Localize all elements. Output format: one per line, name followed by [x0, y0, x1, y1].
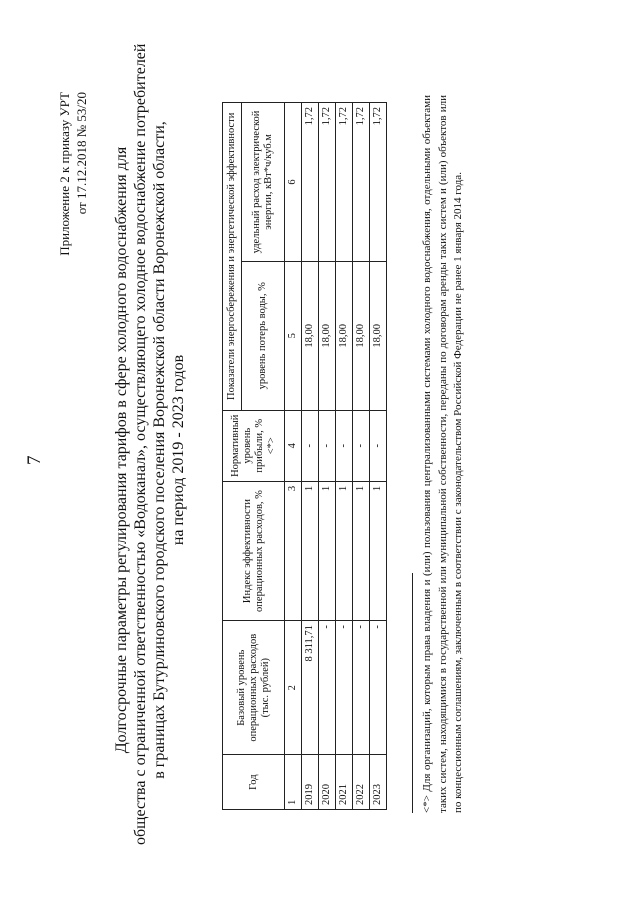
header-indicators-group: Показатели энергосбережения и энергетической эффективности — [223, 103, 242, 411]
page-number: 7 — [24, 455, 45, 465]
cell-water-loss: 18,00 — [370, 261, 387, 410]
cell-year: 2022 — [353, 755, 370, 810]
header-energy-use: удельный расход электрической энергии, кВт*ч/куб.м — [242, 103, 285, 262]
table-row — [336, 103, 353, 810]
column-number: 2 — [285, 621, 302, 755]
table-row — [353, 103, 370, 810]
cell-water-loss: 18,00 — [302, 261, 319, 410]
column-number: 6 — [285, 103, 302, 262]
cell-base-level: - — [336, 621, 353, 755]
title-line-3: в границах Бутурлиновского городского поселения Воронежской области Воронежской области, — [151, 121, 168, 779]
footnote-divider — [412, 573, 413, 813]
cell-water-loss: 18,00 — [353, 261, 370, 410]
cell-profit-level: - — [336, 410, 353, 481]
cell-water-loss: 18,00 — [336, 261, 353, 410]
table-row — [370, 103, 387, 810]
cell-year: 2021 — [336, 755, 353, 810]
cell-profit-level: - — [353, 410, 370, 481]
parameters-table — [222, 102, 387, 810]
header-water-loss: уровень потерь воды, % — [242, 261, 285, 410]
cell-profit-level: - — [319, 410, 336, 481]
header-year: Год — [223, 755, 285, 810]
cell-efficiency-index: 1 — [319, 481, 336, 620]
cell-energy-use: 1,72 — [336, 103, 353, 262]
column-number: 4 — [285, 410, 302, 481]
cell-profit-level: - — [302, 410, 319, 481]
cell-year: 2023 — [370, 755, 387, 810]
column-number: 3 — [285, 481, 302, 620]
appendix-line-2: от 17.12.2018 № 53/20 — [74, 92, 89, 215]
column-number-row — [285, 103, 302, 810]
title-line-1: Долгосрочные параметры регулирования тарифов в сфере холодного водоснабжения для — [113, 146, 130, 754]
cell-year: 2020 — [319, 755, 336, 810]
cell-energy-use: 1,72 — [302, 103, 319, 262]
appendix-reference — [56, 92, 90, 256]
cell-base-level: 8 311,71 — [302, 621, 319, 755]
header-profit-level: Нормативный уровень прибыли, % <*> — [223, 410, 285, 481]
cell-energy-use: 1,72 — [353, 103, 370, 262]
cell-water-loss: 18,00 — [319, 261, 336, 410]
cell-year: 2019 — [302, 755, 319, 810]
cell-efficiency-index: 1 — [353, 481, 370, 620]
column-number: 1 — [285, 755, 302, 810]
cell-profit-level: - — [370, 410, 387, 481]
table-row — [319, 103, 336, 810]
cell-efficiency-index: 1 — [336, 481, 353, 620]
title-line-4: на период 2019 - 2023 годов — [170, 354, 187, 546]
header-base-level: Базовый уровень операционных расходов (тыс. рублей) — [223, 621, 285, 755]
cell-energy-use: 1,72 — [319, 103, 336, 262]
cell-efficiency-index: 1 — [370, 481, 387, 620]
document-title — [112, 43, 188, 845]
cell-efficiency-index: 1 — [302, 481, 319, 620]
table-row — [302, 103, 319, 810]
title-line-2: общества с ограниченной ответственностью «Водоканал», осуществляющего холодное водоснабжение потребителей — [132, 43, 149, 845]
header-efficiency-index: Индекс эффективности операционных расходов, % — [223, 481, 285, 620]
cell-base-level: - — [319, 621, 336, 755]
cell-energy-use: 1,72 — [370, 103, 387, 262]
footnote: <*> Для организаций, которым права владения и (или) пользования централизованными системами холодного водоснабжения, отдельными объектами таких систем, находящимися в государственной или муниципальной собственности, переданы по договорам аренды таких систем и (или) объектов или по концессионным соглашениям, заключенным в соответствии с законодательством Российской Федерации не ранее 1 января 2014 года. — [421, 95, 464, 813]
cell-base-level: - — [353, 621, 370, 755]
cell-base-level: - — [370, 621, 387, 755]
column-number: 5 — [285, 261, 302, 410]
appendix-line-1: Приложение 2 к приказу УРТ — [57, 92, 72, 256]
